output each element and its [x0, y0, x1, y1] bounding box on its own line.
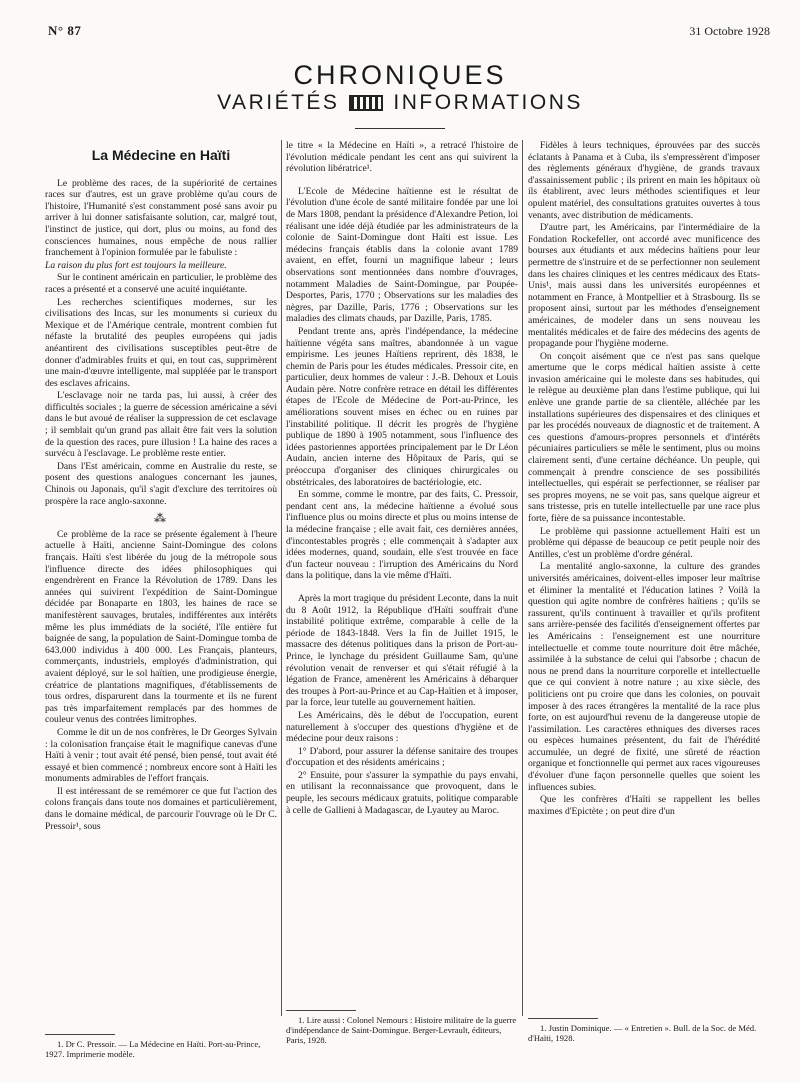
paragraph: le titre « la Médecine en Haïti », a retracé l'histoire de l'évolution médicale pendant les cent ans qui suivirent la révolution libératrice¹. — [286, 140, 518, 175]
paragraph: D'autre part, les Américains, par l'intermédiaire de la Fondation Rockefeller, ont accordé avec munificence des bourses aux étudiants et aux médecins haïtiens pour leur permettre de s'instruire et de se perfectionner non seulement dans les chaires cliniques et les centres médicaux des Etats-Unis¹, mais aussi dans les universités européennes et notamment en France, à Montpellier et à Strasbourg. Ils se proposent ainsi, surtout par les méthodes d'enseignement américaines, de modeler dans un sens nouveau les mentalités médicales et de faire des médecins des agents de propagande pour l'hygiène moderne. — [528, 222, 760, 350]
issue-number: N° 87 — [48, 23, 82, 38]
paragraph: Le problème des races, de la supériorité de certaines races sur d'autres, est un grave problème qu'au cours de l'histoire, l'Humanité s'est constamment posé sans avoir pu arriver à lui donner satisfaisante solution, car, malgré tout, l'instinct de justice, qui dort, plus ou moins, au fond des consciences humaines, nous empêche de nous rallier franchement à l'opinion formulée par le fabuliste : — [45, 177, 277, 259]
paragraph: Comme le dit un de nos confrères, le Dr Georges Sylvain : la colonisation française était le magnifique canevas d'une Haïti à venir ; tout avait été pensé, bien pensé, tout avait été essayé et bien commencé ; nombreux encore sont à Haïti les monuments admirables de l'effort français. — [45, 726, 277, 785]
footnote-block — [528, 1012, 760, 1043]
paragraph: 2° Ensuite, pour s'assurer la sympathie du pays envahi, en utilisant la reconnaissance que provoquent, dans le peuple, les secours médicaux gratuits, politique comparable à celle de Gallieni à Madagascar, de Lyautey au Maroc. — [286, 769, 518, 816]
section-title: CHRONIQUES — [293, 60, 507, 90]
paragraph: Les Américains, dès le début de l'occupation, eurent naturellement à s'occuper des questions d'hygiène et de médecine pour deux raisons : — [286, 709, 518, 745]
subtitle-informations: INFORMATIONS — [393, 91, 583, 114]
paragraph: Il est intéressant de se remémorer ce que fut l'action des colons français dans toute nos domaines et particulièrement, dans le domaine médical, de parcourir l'ouvrage où le Dr C. Pressoir¹, sous — [45, 785, 277, 832]
paragraph: On conçoit aisément que ce n'est pas sans quelque amertume que le corps médical haïtien assiste à cette invasion américaine qui le moleste dans ses habitudes, qui le relègue au deuxième plan dans l'estime publique, qui lui enlève une grande partie de sa clientèle, alléchée par les installations supérieures des dispensaires et des cliniques et par les procédés nouveaux de diagnostic et de traitement. A ces questions d'amours-propres personnels et d'intérêts pécuniaires particuliers se mêle le sentiment, plus ou moins clairement senti, d'une certaine déchéance. Un peuple, qui commençait à prendre conscience de ses possibilités intellectuelles, qui espérait se perfectionner, se réaliser par ses propres moyens, ne se voit pas, sans quelque aigreur et sans tristesse, pris en tutelle intellectuelle par une race plus forte, fière de sa puissance incontestable. — [528, 350, 760, 524]
paragraph: Le problème qui passionne actuellement Haïti est un problème qui dépasse de beaucoup ce petit peuple noir des Antilles, c'est un problème d'ordre général. — [528, 525, 760, 560]
paragraph: Après la mort tragique du président Leconte, dans la nuit du 8 Août 1912, la République d'Haïti souffrait d'une instabilité politique extrême, comparable à celle de la période de 1843-1848. Vers la fin de Juillet 1915, le massacre des détenus politiques dans la prison de Port-au-Prince, le lynchage du président Guillaume Sam, qu'une révolution venait de renverser et qui s'était réfugié à la légation de France, amenèrent les Américains à débarquer des troupes à Port-au-Prince et au Cap-Haïtien et à imposer, par la force, leur tutelle au gouvernement haïtien. — [286, 592, 518, 709]
paragraph: Dans l'Est américain, comme en Australie du reste, se posent des questions analogues concernant les jaunes, Chinois ou Japonais, qu'il s'agit d'exclure des territoires où prospère la race anglo-saxonne. — [45, 460, 277, 507]
ornament-icon — [349, 95, 383, 111]
column-divider — [522, 140, 523, 1016]
page-header — [48, 20, 770, 42]
paragraph: 1° D'abord, pour assurer la défense sanitaire des troupes d'occupation et des résidents américains ; — [286, 745, 518, 769]
article-title: La Médecine en Haïti — [91, 147, 231, 163]
paragraph: Pendant trente ans, après l'indépendance, la médecine haïtienne végéta sans maîtres, abandonnée à un vague empirisme. Les jeunes Haïtiens reprirent, dès 1838, le chemin de Paris pour les études médicales. Pressoir cite, en particulier, deux hommes de valeur : J.-B. Dehoux et Louis Audain père. Notre confrère retrace en détail les différentes étapes de l'Ecole de Médecine de Port-au-Prince, les améliorations souvent mises en échec ou en ruines par l'instabilité politique. Il décrit les progrès de l'hygiène publique de 1890 à 1905 notamment, sous l'influence des idées pastoriennes apportées principalement par le Dr Léon Audain, ancien interne des Hôpitaux de Paris, qui se préoccupa d'organiser des cliniques chirurgicales ou obstétricales, des laboratoires de bactériologie, etc. — [286, 325, 518, 488]
footnote-block — [286, 1004, 518, 1045]
section-subtitle — [0, 90, 800, 116]
footnote: 1. Justin Dominique. — « Entretien ». Bull. de la Soc. de Méd. d'Haïti, 1928. — [528, 1023, 757, 1043]
paragraph: En somme, comme le montre, par des faits, C. Pressoir, pendant cent ans, la médecine haïtienne a évolué sous l'influence plus ou moins directe et plus ou moins intense de la médecine française ; elle avait fait, ces dernières années, d'incontestables progrès ; elle commençait à s'adapter aux idées modernes, quand, soudain, elle s'est trouvée en face d'un facteur nouveau : l'irruption des Américains du Nord dans la politique, dans la vie même d'Haïti. — [286, 489, 518, 582]
footnote: 1. Lire aussi : Colonel Nemours : Histoire militaire de la guerre d'indépendance de Saint-Domingue. Berger-Levrault, éditeurs, Paris, 1928. — [286, 1015, 517, 1045]
masthead-rule — [355, 128, 445, 129]
footnote-rule — [286, 1010, 356, 1011]
asterism-divider: ⁂ — [154, 511, 168, 526]
paragraph: Sur le continent américain en particulier, le problème des races a présenté et a conservé une acuité inquiétante. — [45, 272, 277, 295]
footnote-rule — [528, 1018, 598, 1019]
paragraph: La mentalité anglo-saxonne, la culture des grandes universités américaines, doivent-elles imposer leur maîtrise et éliminer la mentalité et l'éducation latines ? Voilà la question qui agite nombre de confrères haïtiens ; qu'ils se rassurent, qu'ils continuent à travailler et qu'ils profitent sans arrière-pensée des facilités d'enseignement offertes par les Américains : l'enseignement est une nourriture intellectuelle et comme toute nourriture doit être mâchée, assimilée à la substance de celui qui l'absorbe ; chacun de nous ne prend dans la nourriture corporelle et intellectuelle que ce qui convient à notre nature ; au xixe siècle, des politiciens ont pu croire que dans les colonies, on pouvait imposer à des races étrangères la mentalité de la race plus forte, on est aujourd'hui revenu de la dangereuse utopie de l'assimilation. Les caractères ethniques des diverses races ou espèces humaines présentent, du fait de l'hérédité accumulée, un degré de fixité, une sûreté de réaction organique et fonctionnelle qui permet aux races vigoureuses d'évoluer d'une façon personnelle quelles que soient les influences subies. — [528, 561, 760, 793]
paragraph: Fidèles à leurs techniques, éprouvées par des succès éclatants à Panama et à Cuba, ils s'empressèrent d'imposer des règlements généraux d'hygiène, de grands travaux d'assainissement public ; ils prirent en main les hôpitaux où ils établirent, avec leurs méthodes scientifiques et leur opulent matériel, des consultations gratuites ouvertes à tous venants, avec distribution de médicaments. — [528, 140, 760, 221]
column-2 — [286, 140, 518, 817]
footnote-rule — [45, 1034, 115, 1035]
paragraph: Les recherches scientifiques modernes, sur les civilisations des Incas, sur les monuments si curieux du Mexique et de l'Amérique centrale, montrent combien fut néfaste la brutalité des peuples européens qui jadis anéantirent des civilisations susceptibles peut-être de donner d'admirables fruits et qui, en tout cas, supprimèrent une main-d'œuvre intelligente, mal suppléée par le transport des esclaves africains. — [45, 296, 277, 389]
issue-date: 31 Octobre 1928 — [689, 23, 770, 38]
paragraph: L'Ecole de Médecine haïtienne est le résultat de l'évolution d'une école de santé militaire fondée par une loi de Mars 1808, pendant la présidence d'Alexandre Petion, loi réalisant une idée déjà étudiée par les administrateurs de la colonie de Saint-Domingue dont Haïti est issue. Les médecins français établis dans la colonie avant 1789 avaient, en effet, fourni un magnifique labeur ; leurs observations sont mentionnées dans nombre d'ouvrages, notamment Maladies de Saint-Domingue, par Poupée-Desportes, Paris, 1770 ; Observations sur les maladies des nègres, par Dazille, Paris, 1776 ; Observations sur les maladies des climats chauds, par Dazille, Paris, 1785. — [286, 185, 518, 325]
paragraph: Que les confrères d'Haïti se rappellent les belles maximes d'Epictète ; on peut dire d'un — [528, 794, 760, 817]
paragraph: L'esclavage noir ne tarda pas, lui aussi, à créer des difficultés sociales ; la guerre de sécession américaine a sévi dans le but avoué de réaliser la suppression de cet esclavage ; il semblait qu'un grand pas allait être fait vers la solution de la question des races, pure illusion ! La haine des races a survécu à l'esclavage. Le problème reste entier. — [45, 390, 277, 460]
paragraph: Ce problème de la race se présente également à l'heure actuelle à Haïti, ancienne Saint-Domingue des colons français. Haïti s'est libérée du joug de la métropole sous l'influence directe des idées philosophiques qui engendrèrent en France la Révolution de 1789. Dans les années qui suivirent l'expédition de Saint-Domingue décidée par Bonaparte en 1803, les haines de race se manifestèrent sauvages, brutales, indifférentes aux intérêts même les plus immédiats de la société, l'île entière fut baignée de sang, la population de Saint-Domingue tomba de 643.000 individus à 400 000. Les Français, planteurs, commerçants, industriels, employés d'administration, qui avaient déployé, sur le sol haïtien, une prodigieuse énergie, créatrice de plantations magnifiques, d'établissements de tous ordres, disparurent dans la tourmente et ils ne furent pas très imparfaitement remplacés par des hommes de couleur venus des contrées limitrophes. — [45, 528, 277, 726]
column-1 — [45, 140, 277, 833]
subtitle-varietes: VARIÉTÉS — [217, 91, 340, 114]
footnote-block — [45, 1028, 277, 1059]
column-divider — [281, 140, 282, 1016]
footnote: 1. Dr C. Pressoir. — La Médecine en Haïti. Port-au-Prince, 1927. Imprimerie modèle. — [45, 1039, 261, 1059]
column-3 — [528, 140, 760, 818]
masthead — [0, 60, 800, 116]
fable-quote: La raison du plus fort est toujours la meilleure. — [45, 259, 227, 271]
